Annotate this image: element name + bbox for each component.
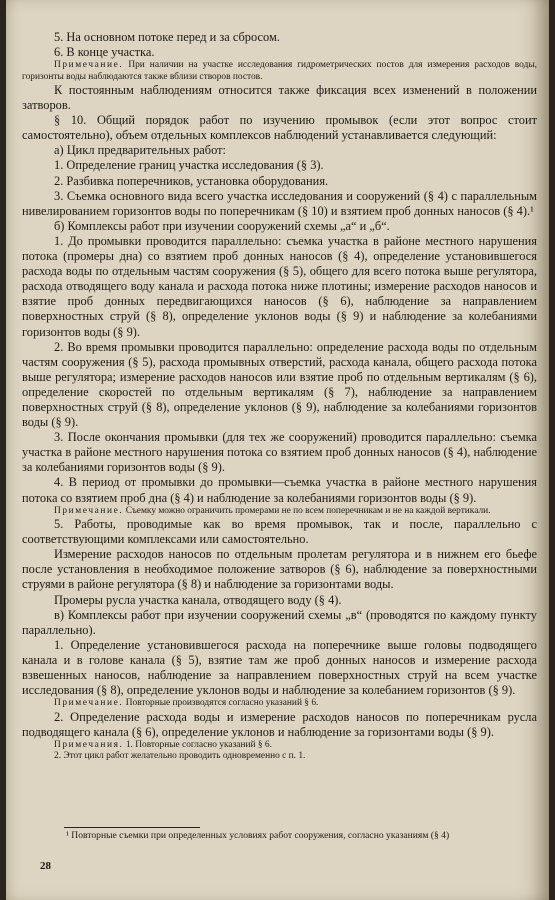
page-number: 28 bbox=[40, 860, 51, 872]
list-item: 3. Съемка основного вида всего участка исследования и сооружений (§ 4) с параллельным нивелированием горизонтов воды по поперечникам (§ 10) и взятием проб донных наносов (§ 4).¹ bbox=[22, 188, 537, 218]
paragraph: Промеры русла участка канала, отводящего воду (§ 4). bbox=[54, 592, 342, 607]
paragraph: Измерение расходов наносов по отдельным пролетам регулятора и в нижнем его бьефе после установления в необходимое положение затворов (§ 6), наблюдение за поверхностными струями в районе регулятора (§ 8) и наблюдение за горизонтами воды. bbox=[22, 547, 537, 592]
note bbox=[22, 60, 537, 83]
list-item: 1. Определение границ участка исследования (§ 3). bbox=[54, 158, 324, 173]
list-item: 4. В период от промывки до промывки—съемка участка в районе местного нарушения потока со взятием проб дна (§ 4) и наблюдение за колебаниями горизонтов воды (§ 9). bbox=[22, 475, 537, 505]
footnote: ¹ Повторные съемки при определенных условиях работ сооружения, согласно указаниям (§ 4) bbox=[66, 830, 450, 841]
list-item: 5. На основном потоке перед и за сбросом. bbox=[54, 30, 280, 44]
note-label: Примечание. bbox=[54, 60, 124, 71]
note bbox=[22, 740, 537, 751]
list-item: 6. В конце участка. bbox=[54, 45, 155, 60]
paragraph: К постоянным наблюдениям относится также фиксация всех изменений в положении затворов. bbox=[22, 83, 537, 113]
note: 2. Этот цикл работ желательно проводить одновременно с п. 1. bbox=[54, 751, 306, 762]
paragraph: § 10. Общий порядок работ по изучению промывок (если этот вопрос стоит самостоятельно), объем отдельных комплексов наблюдений устанавливается следующий: bbox=[22, 113, 537, 143]
list-item: а) Цикл предварительных работ: bbox=[54, 143, 226, 158]
list-item: 2. Во время промывки проводится параллельно: определение расхода воды по отдельным частям сооружения (§ 5), расхода промывных отверстий, расхода канала, общего расхода потока выше регулятора; измерение расходов наносов или взятие проб по отдельным вертикалям (§ 6), определение скоростей по отдельным вертикалям (§ 7), наблюдение за направлением поверхностных струй (§ 8), определение уклонов (§ 9), наблюдение за колебаниями горизонтов воды (§ 9). bbox=[22, 339, 537, 430]
list-item: в) Комплексы работ при изучении сооружений схемы „в“ (проводятся по каждому пункту параллельно). bbox=[22, 607, 537, 637]
list-item: 2. Разбивка поперечников, установка оборудования. bbox=[54, 173, 329, 188]
document-page bbox=[6, 0, 549, 900]
list-item: 2. Определение расхода воды и измерение расходов наносов по поперечникам русла подводящего канала (§ 6), определение уклонов и наблюдение за горизонтами воды (§ 9). bbox=[22, 709, 537, 739]
note-text: При наличии на участке исследования гидрометрических постов для измерения расходов воды, горизонты воды наблюдаются также вблизи створов постов. bbox=[22, 60, 538, 82]
list-item: 1. До промывки проводится параллельно: съемка участка в районе местного нарушения потока (промеры дна) со взятием проб донных наносов (§ 4), определение установившегося расхода воды по отдельным частям сооружения (§ 5), общего для всего потока выше регулятора, расхода отводящего воду канала и расхода потока ниже плотины; измерение расходов наносов и взятие проб донных передвигающихся наносов (§ 6), наблюдение за направлением поверхностных струй (§ 8), определение уклонов воды (§ 9) и наблюдение за колебаниями горизонтов воды (§ 9). bbox=[22, 233, 537, 339]
list-item: 1. Определение установившегося расхода на поперечнике выше головы подводящего канала и в голове канала (§ 5), взятие там же проб донных наносов и измерение расхода взвешенных наносов, наблюдение за направлением поверхностных струй на всем участке исследования (§ 8), определение уклонов воды и наблюдение за колебанием горизонтов (§ 9). bbox=[22, 637, 537, 698]
note bbox=[22, 506, 537, 517]
note-label: Примечания. bbox=[54, 739, 124, 750]
note-text: Съемку можно ограничить промерами не по всем поперечникам и не на каждой вертикали. bbox=[125, 505, 491, 516]
note-text: Повторные производятся согласно указаний § 6. bbox=[125, 698, 319, 709]
list-item: 3. После окончания промывки (для тех же сооружений) проводится параллельно: съемка участка в районе местного нарушения потока со взятием проб донных наносов (§ 4), наблюдение за колебаниями горизонтов воды (§ 9). bbox=[22, 430, 537, 475]
note-label: Примечание. bbox=[54, 698, 124, 709]
list-item: б) Комплексы работ при изучении сооружений схемы „а“ и „б“. bbox=[54, 218, 390, 233]
footnote-divider bbox=[64, 827, 200, 828]
note-text: 1. Повторные согласно указаний § 6. bbox=[125, 739, 272, 750]
note-label: Примечание. bbox=[54, 505, 124, 516]
list-item: 5. Работы, проводимые как во время промывок, так и после, параллельно с соответствующими комплексами или самостоятельно. bbox=[22, 517, 537, 547]
note bbox=[22, 698, 537, 709]
page-body bbox=[22, 30, 537, 763]
